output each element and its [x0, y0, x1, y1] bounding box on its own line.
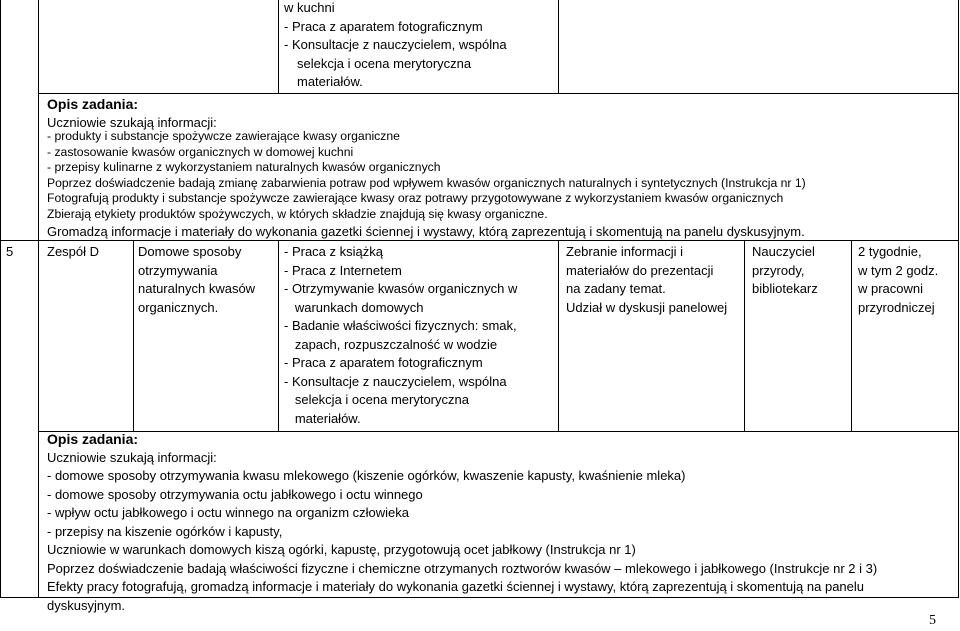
responsible-cell: [752, 243, 818, 299]
table-border-col2: [133, 240, 134, 431]
row-number: 5: [6, 244, 14, 259]
time-cell: [858, 243, 938, 317]
time-line: 2 tygodnie,: [858, 244, 922, 259]
task-heading: Opis zadania:: [47, 96, 139, 112]
topic-cell: [138, 243, 255, 317]
materials-line: selekcja i ocena merytoryczna: [284, 392, 469, 407]
table-border-col3: [278, 240, 279, 431]
topic-line: otrzymywania: [138, 262, 218, 278]
materials-line: - Otrzymywanie kwasów organicznych w: [284, 281, 518, 296]
table-border-col4: [558, 240, 559, 431]
detail-line: Uczniowie w warunkach domowych kiszą ogórki, kapustę, przygotowują ocet jabłkowy (Instrukcja nr 1): [47, 542, 636, 557]
list-item: - domowe sposoby otrzymywania octu jabłkowego i octu winnego: [47, 486, 423, 502]
summary-line: Gromadzą informacje i materiały do wykonania gazetki ściennej i wystawy, którą zaprezentują i skomentują na panelu dyskusyjnym.: [47, 224, 805, 239]
topic-line: organicznych.: [138, 299, 219, 315]
detail-line: Zbierają etykiety produktów spożywczych, w których składzie znajdują się kwasy organiczne.: [47, 206, 548, 221]
top-materials-cell: [284, 0, 507, 92]
table-border-col1: [38, 0, 39, 597]
detail-line: Fotografują produkty i substancje spożywcze zawierające kwasy oraz potrawy przygotowywane z wykorzystaniem kwasów organicznych: [47, 191, 784, 205]
materials-line: - Praca z książką: [284, 244, 383, 259]
page-number: 5: [929, 613, 936, 628]
list-item: - przepisy kulinarne z wykorzystaniem naturalnych kwasów organicznych: [47, 160, 441, 174]
materials-cell: [284, 243, 517, 428]
top-task-summary: [47, 223, 805, 242]
top-task-items: [47, 129, 806, 222]
result-line: Zebranie informacji i: [566, 244, 684, 259]
list-item: - zastosowanie kwasów organicznych w domowej kuchni: [47, 144, 354, 159]
materials-line: - Praca z aparatem fotograficznym: [284, 18, 483, 34]
materials-line: warunkach domowych: [284, 299, 424, 315]
materials-line: zapach, rozpuszczalność w wodzie: [284, 336, 498, 352]
table-border-right: [958, 0, 959, 597]
task-heading: Opis zadania:: [47, 431, 139, 447]
materials-line: - Praca z aparatem fotograficznym: [284, 355, 483, 370]
responsible-line: Nauczyciel: [752, 244, 815, 259]
materials-line: w kuchni: [284, 0, 335, 15]
materials-line: selekcja i ocena merytoryczna: [297, 55, 472, 71]
materials-line: materiałów.: [284, 410, 361, 426]
top-task-description: [47, 95, 217, 132]
task-intro: Uczniowie szukają informacji:: [47, 449, 217, 465]
materials-line: materiałów.: [297, 74, 363, 89]
task-intro: Uczniowie szukają informacji:: [47, 114, 217, 130]
time-line: w pracowni: [858, 281, 924, 296]
team-name: Zespół D: [47, 244, 100, 259]
responsible-line: przyrody,: [752, 262, 805, 278]
detail-line: Poprzez doświadczenie badają właściwości fizyczne i chemiczne otrzymanych roztworów kwasów – mlekowego i jabłkowego (Instrukcje nr 2 i 3): [47, 560, 878, 576]
result-line: materiałów do prezentacji: [566, 262, 714, 278]
materials-line: - Praca z Internetem: [284, 262, 402, 278]
materials-line: - Konsultacje z nauczycielem, wspólna: [284, 373, 507, 389]
table-border-col3-top: [278, 0, 279, 93]
topic-line: naturalnych kwasów: [138, 281, 256, 296]
table-border-col5: [744, 240, 745, 431]
list-item: - domowe sposoby otrzymywania kwasu mlekowego (kiszenie ogórków, kwaszenie kapusty, kwaśnienie mleka): [47, 468, 686, 483]
list-item: - wpływ octu jabłkowego i octu winnego na organizm człowieka: [47, 505, 410, 520]
row5-task-description: [47, 430, 877, 615]
result-line: Udział w dyskusji panelowej: [566, 299, 728, 315]
list-item: - produkty i substancje spożywcze zawierające kwasy organiczne: [47, 129, 400, 143]
detail-line: Poprzez doświadczenie badają zmianę zabarwienia potraw pod wpływem kwasów organicznych naturalnych i syntetycznych (Instrukcja nr 1): [47, 175, 806, 190]
topic-line: Domowe sposoby: [138, 244, 242, 259]
table-border-col4-top: [558, 0, 559, 93]
table-border-left: [0, 0, 1, 597]
detail-line: Efekty pracy fotografują, gromadzą informacje i materiały do wykonania gazetki ściennej i wystawy, którą zaprezentują i skomentują na panelu: [47, 579, 865, 594]
table-border-mid1: [38, 93, 958, 94]
list-item: - przepisy na kiszenie ogórków i kapusty,: [47, 523, 283, 539]
time-line: w tym 2 godz.: [858, 262, 939, 278]
result-line: na zadany temat.: [566, 281, 666, 296]
responsible-line: bibliotekarz: [752, 281, 818, 296]
result-cell: [566, 243, 727, 317]
time-line: przyrodniczej: [858, 299, 935, 315]
table-border-col6: [851, 240, 852, 431]
materials-line: - Badanie właściwości fizycznych: smak,: [284, 318, 517, 333]
detail-line: dyskusyjnym.: [47, 597, 126, 613]
materials-line: - Konsultacje z nauczycielem, wspólna: [284, 37, 507, 52]
